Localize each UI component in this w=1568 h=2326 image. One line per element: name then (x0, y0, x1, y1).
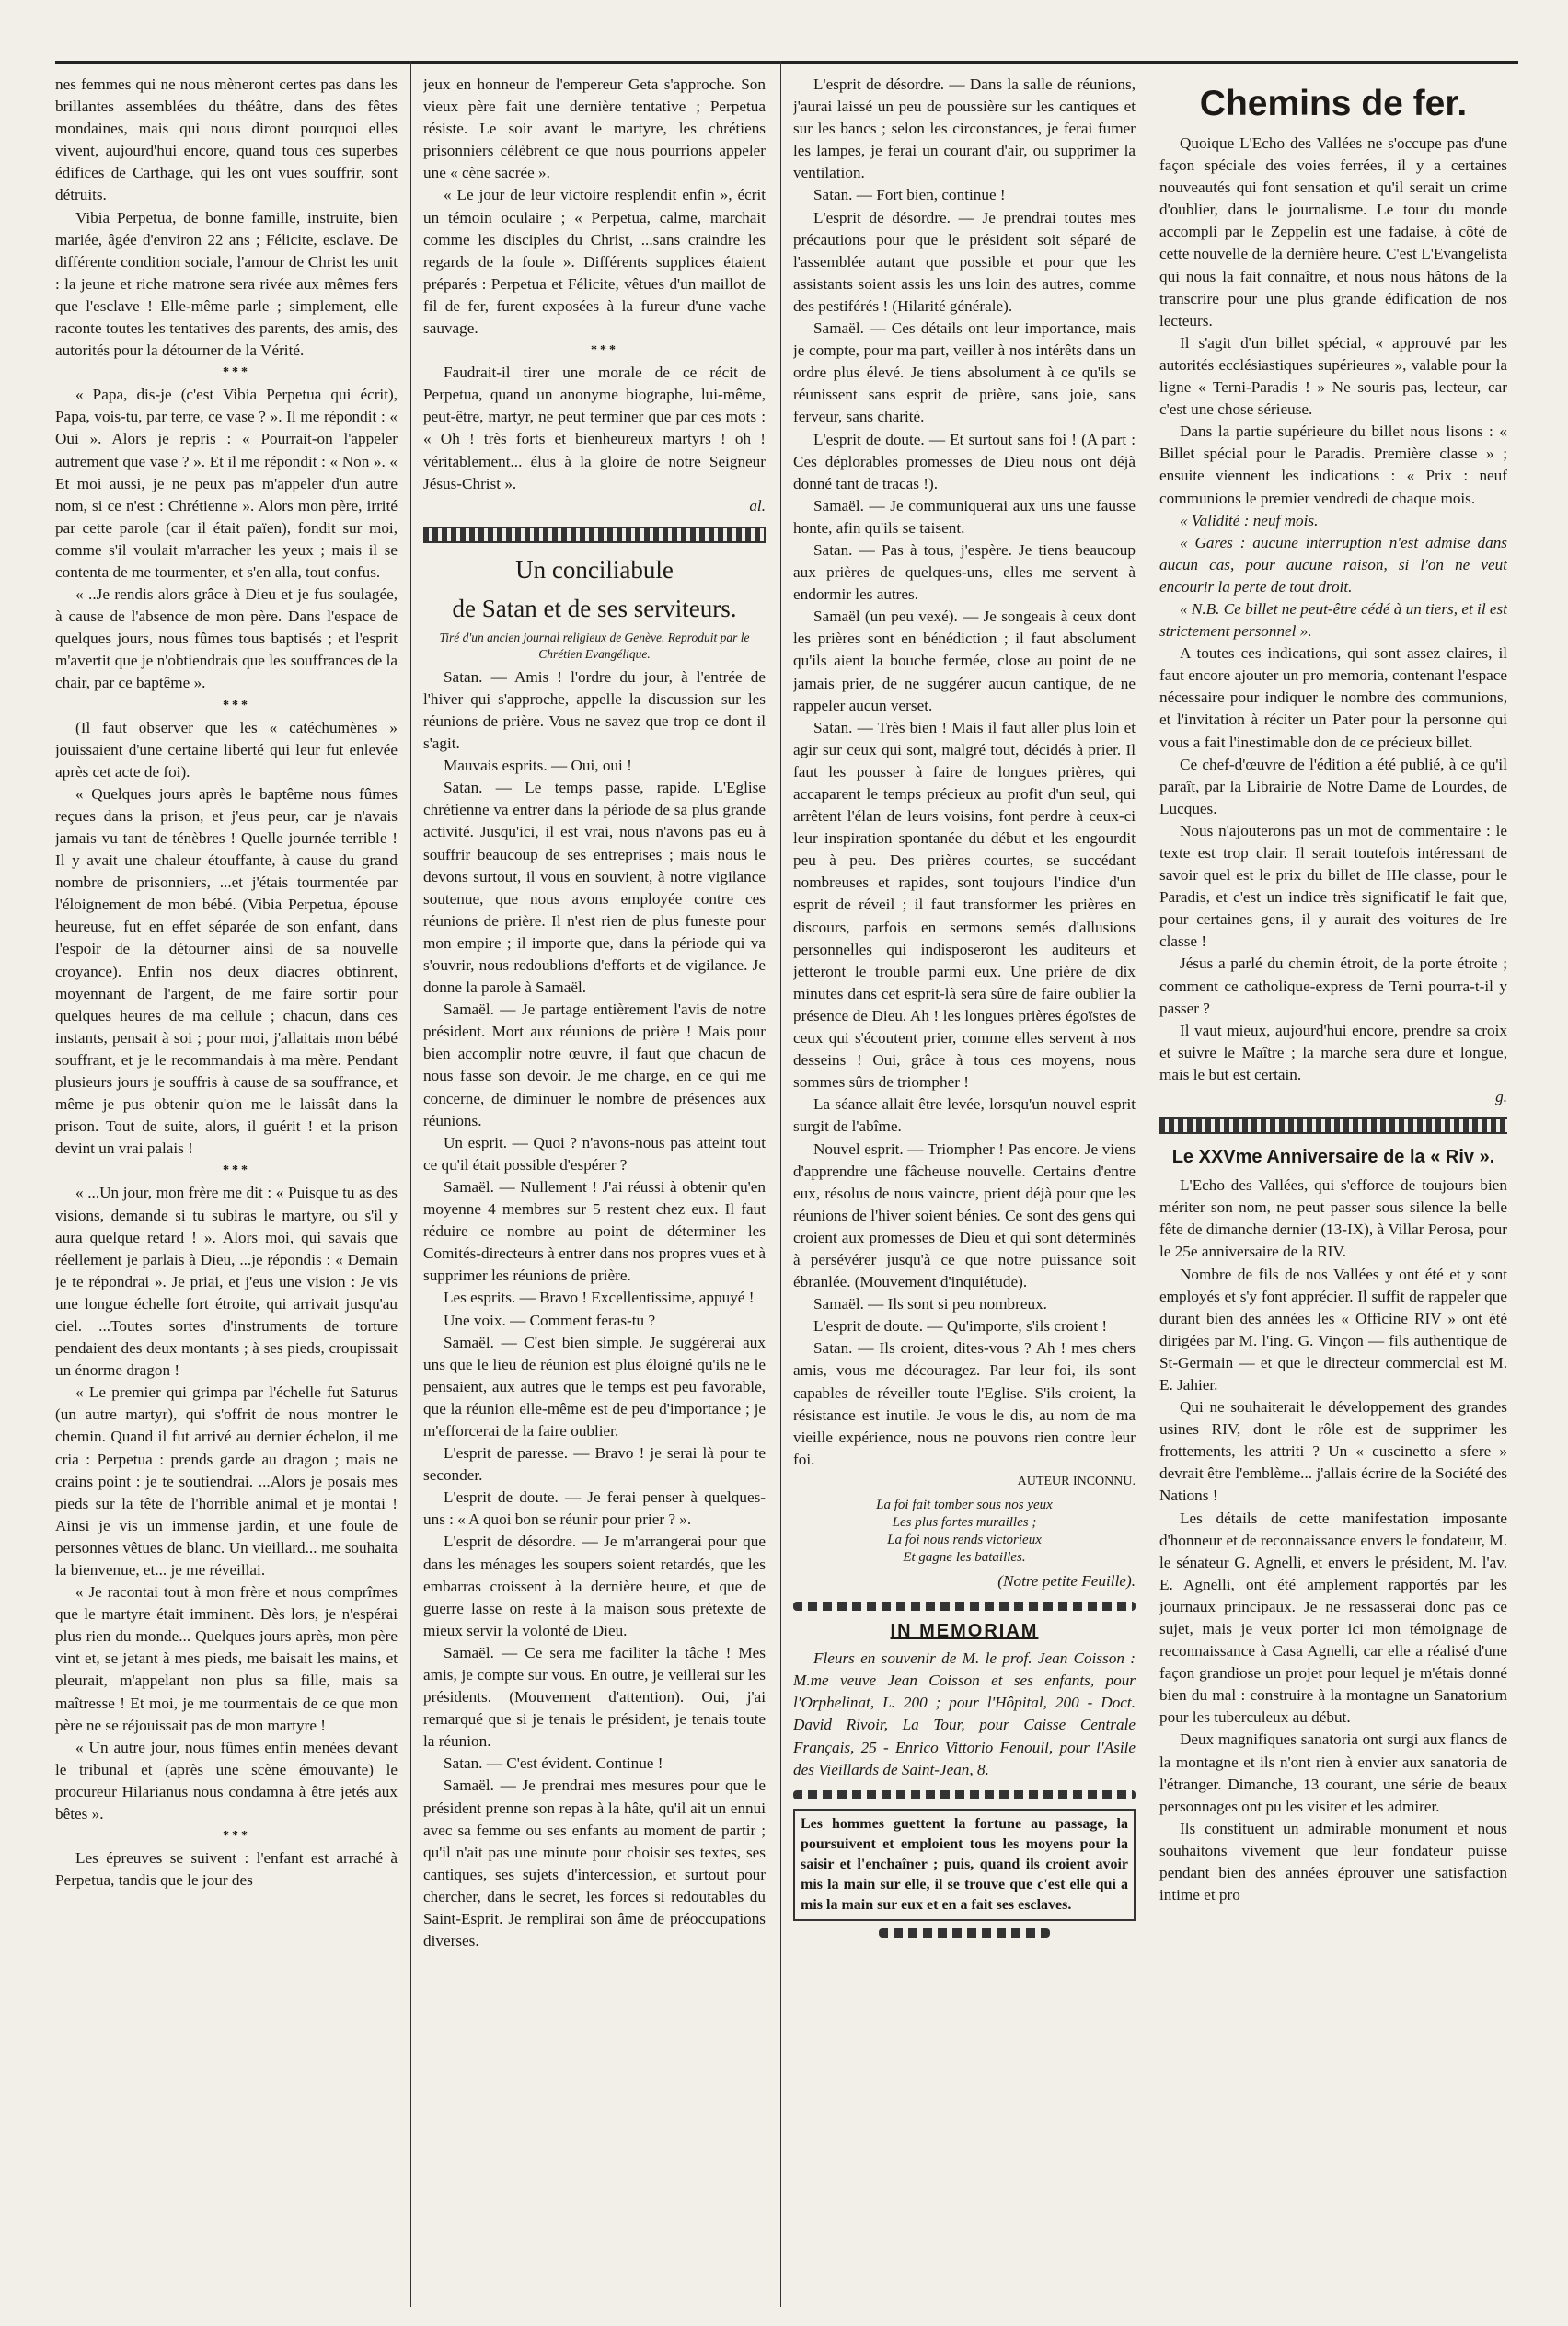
poem (793, 1497, 1136, 1567)
paragraph: Nombre de fils de nos Vallées y ont été et y sont employés et s'y font apprécier. Il suffit de rappeler que durant bien des années les « Officine RIV » ont été dirigées par M. l'ing. G. Vinçon — fils authentique de St-Germain — et que le directeur commercial est M. E. Jahier. (1159, 1265, 1507, 1394)
section-separator: *** (591, 343, 618, 358)
paragraph: Mauvais esprits. — Oui, oui ! (444, 757, 632, 775)
paragraph: Fleurs en souvenir de M. le prof. Jean Coisson : M.me veuve Jean Coisson et ses enfants, pour l'Orphelinat, L. 200 ; pour l'Hôpital, 200 - Doct. David Rivoir, La Tour, pour Caisse Centrale Français, 25 - Enrico Vittorio Fenouil, pour l'Asile des Vieillards de Saint-Jean, 8. (793, 1649, 1136, 1778)
paragraph: Jésus a parlé du chemin étroit, de la porte étroite ; comment ce catholique-express de Terni pourra-t-il y passer ? (1159, 955, 1507, 1017)
boxed-quote: Les hommes guettent la fortune au passage, la poursuivent et emploient tous les moyens pour la saisir et l'enchaîner ; puis, quand ils croient avoir mis la main sur elle, il se trouve que c'est elle qui a mis la main sur eux et en a fait ses esclaves. (793, 1809, 1136, 1921)
paragraph: « Gares : aucune interruption n'est admise dans aucun cas, pour aucune raison, si l'on ne veut encourir la perte de tout droit. (1159, 533, 1507, 596)
paragraph: jeux en honneur de l'empereur Geta s'approche. Son vieux père fait une dernière tentative ; Perpetua résiste. Le soir avant le martyre, les chrétiens prisonniers célèbrent ce que nous pourrions appeler une « cène sacrée ». (423, 75, 766, 182)
poem-line: La foi nous rends victorieux (887, 1533, 1042, 1547)
paragraph: Samaël. — Je communiquerai aux uns une fausse honte, afin qu'ils se taisent. (793, 496, 1136, 537)
ornamental-divider (1159, 1117, 1507, 1134)
paragraph: L'esprit de doute. — Qu'importe, s'ils croient ! (813, 1317, 1108, 1336)
paragraph: Satan. — Pas à tous, j'espère. Je tiens beaucoup aux prières de quelques-uns, elles me servent à endormir les autres. (793, 540, 1136, 604)
paragraph: « Quelques jours après le baptême nous fûmes reçues dans la prison, et j'eus peur, car je n'avais jamais vu tant de ténèbres ! Quelle journée terrible ! Il y avait une chaleur étouffante, à cause du grand nombre de prisonniers, ...et j'étais tourmentée par l'éloignement de mon bébé. (Vibia Perpetua, épouse heureuse, fut en effet séparée de son enfant, dans l'espoir de la détourner ainsi de sa nouvelle croyance). Enfin nos deux diacres obtinrent, moyennant de l'argent, de me faire sortir pour quelques heures de ma cellule ; chacun, dans ces instants, pensait à soi ; pour moi, j'allaitais mon bébé souffrant, et je le recommandais à ma mère. Pendant plusieurs jours je souffris à cause de sa souffrance, et même je pus obtenir qu'on me le laissât dans la prison. Tout de suite, alors, il guérit ! et la prison devint un vrai palais ! (55, 784, 398, 1158)
paragraph: Vibia Perpetua, de bonne famille, instruite, bien mariée, âgée d'environ 22 ans ; Félicite, esclave. De différente condition sociale, l'amour de Christ les unit : la jeune et riche matrone sera rivée aux mêmes fers que l'esclave ! Elle-même parle ; simplement, elle raconte toutes les tentatives des parents, des amis, des autorités pour la détourner de la Vérité. (55, 208, 398, 360)
column-rule (780, 61, 781, 2307)
paragraph: « N.B. Ce billet ne peut-être cédé à un tiers, et il est strictement personnel ». (1159, 599, 1507, 641)
section-separator: *** (223, 1163, 250, 1178)
paragraph: Samaël. — Ils sont si peu nombreux. (813, 1295, 1047, 1313)
paragraph: (Il faut observer que les « catéchumènes » jouissaient d'une certaine liberté qui leur fut enlevée après cet acte de foi). (55, 718, 398, 781)
paragraph: L'esprit de doute. — Et surtout sans foi ! (A part : Ces déplorables promesses de Dieu nous ont déjà donné tant de tracas !). (793, 430, 1136, 492)
paragraph: Satan. — Très bien ! Mais il faut aller plus loin et agir sur ceux qui sont, malgré tout, décidés à prier. Il faut les pousser à faire de longues prières, qui accaparent le temps précieux au profit d'un seul, qui arrêtent l'élan de leurs voisins, font perdre à ceux-ci leur inspiration spontanée du début et les engourdit peu à peu. Des prières courtes, se succédant nombreuses et rapides, sont toujours l'indice d'un esprit de réveil ; il faut transformer les prières en discours, parfois en sermons semés d'allusions personnelles qui indisposeront les auditeurs et jetteront le trouble parmi eux. Une prière de dix minutes dans cet esprit-là sera sûre de faire oublier la présence de Dieu. Ah ! les longues prières égoïstes de ceux qui s'écoutent prier, comme elles servent à nos desseins ! Oui, grâce à tous ces moyens, nous sommes sûrs de triompher ! (793, 718, 1136, 1092)
poem-line: Les plus fortes murailles ; (892, 1515, 1037, 1530)
article-title: Un conciliabule (515, 555, 674, 584)
paragraph: Samaël. — Je prendrai mes mesures pour que le président prenne son repas à la hâte, qu'il ait un ennui avec sa femme ou ses enfants au moment de partir ; qu'il n'ait pas une minute pour choisir ses textes, ses cantiques, ses sujets d'intercession, et surtout pour chercher, dans le secret, les forces si redoutables du Saint-Esprit. Je remplirai son âme de préoccupations diverses. (423, 1776, 766, 1950)
section-separator: *** (223, 365, 250, 380)
paragraph: La séance allait être levée, lorsqu'un nouvel esprit surgit de l'abîme. (793, 1095, 1136, 1136)
section-title: IN MEMORIAM (890, 1621, 1039, 1642)
paragraph: L'esprit de paresse. — Bravo ! je serai là pour te seconder. (423, 1444, 766, 1485)
column-4 (1159, 74, 1507, 2292)
signature: al. (749, 496, 766, 515)
paragraph: Les esprits. — Bravo ! Excellentissime, appuyé ! (444, 1289, 755, 1307)
ornamental-divider (423, 527, 766, 543)
paragraph: Satan. — Ils croient, dites-vous ? Ah ! mes chers amis, vous me découragez. Par leur foi, ils sont capables de réveiller toute l'Eglise. S'ils croient, la résistance est inutile. Je vous le dis, au nom de ma vieille expérience, nous ne pouvons rien contre leur foi. (793, 1339, 1136, 1468)
source: (Notre petite Feuille). (997, 1572, 1136, 1590)
paragraph: « Le jour de leur victoire resplendit enfin », écrit un témoin oculaire ; « Perpetua, calme, marchait comme les disciples du Christ, ...sans craindre les regards de la foule ». Différents supplices étaient préparés : Perpetua et Félicite, vêtues d'un maillot de fil de fer, furent exposées à la fureur d'une vache sauvage. (423, 186, 766, 338)
paragraph: L'esprit de désordre. — Dans la salle de réunions, j'aurai laissé un peu de poussière sur les cantiques et sur les bancs ; selon les circonstances, je ferai fumer les lampes, je ferai un courant d'air, ou supprimer la ventilation. (793, 75, 1136, 182)
paragraph: Il vaut mieux, aujourd'hui encore, prendre sa croix et suivre le Maître ; la marche sera dure et longue, mais le but est certain. (1159, 1021, 1507, 1083)
top-rule (55, 61, 1518, 64)
article-title: de Satan et de ses serviteurs. (452, 594, 737, 622)
paragraph: Samaël. — Ce sera me faciliter la tâche ! Mes amis, je compte sur vous. En outre, je veillerai sur les présidents. (Mouvement d'attention). Oui, j'ai remarqué que si je tenais le président, je tenais toute la réunion. (423, 1643, 766, 1751)
paragraph: « Le premier qui grimpa par l'échelle fut Saturus (un autre martyr), qui s'offrit de nous montrer le chemin. Quand il fut arrivé au dernier échelon, il me cria : Perpetua : prends garde au dragon ; mais ne crains point : je te soutiendrai. ...Alors je posais mes pieds sur la tête de l'horrible animal et je montai ! Ainsi je vis un immense jardin, et une foule de personnes vêtues de blanc. Un vieillard... me souhaita la bienvenue, et... je me réveillai. (55, 1383, 398, 1579)
paragraph: Une voix. — Comment feras-tu ? (444, 1311, 656, 1329)
paragraph: Samaël. — Ces détails ont leur importance, mais je compte, pour ma part, veiller à nos intérêts dans un ordre plus élevé. Je tiens absolument à ce qu'ils se réunissent sans esprit de prière, sans joie, sans ferveur, sans charité. (793, 319, 1136, 426)
section-separator: *** (223, 1829, 250, 1844)
paragraph: Samaël (un peu vexé). — Je songeais à ceux dont les prières sont en bénédiction ; il faut absolument qu'ils aient la bouche fermée, close au point de ne jamais prier, de ne suggérer aucun cantique, de ne rappeler aucun verset. (793, 608, 1136, 714)
paragraph: nes femmes qui ne nous mèneront certes pas dans les brillantes assemblées du théâtre, dans des fêtes mondaines, mais qui nous diront pourquoi elles vivent, aujourd'hui encore, quand tous ces superbes édifices de Carthage, qui les ont vues souffrir, sont détruits. (55, 75, 398, 204)
paragraph: « ..Je rendis alors grâce à Dieu et je fus soulagée, à cause de l'absence de mon père. Dans l'espace de quelques jours, nous fûmes tous baptisés ; et l'esprit m'avertit que je n'obtiendrais que les souffrances de la chair, par ce baptême ». (55, 585, 398, 692)
paragraph: « Un autre jour, nous fûmes enfin menées devant le tribunal et (après une scène émouvante) le procureur Hilarianus nous condamna à être jetés aux bêtes ». (55, 1738, 398, 1823)
paragraph: Satan. — Amis ! l'ordre du jour, à l'entrée de l'hiver qui s'approche, appelle la discussion sur les réunions de prière. Vous ne savez que trop ce dont il s'agit. (423, 667, 766, 753)
paragraph: Samaël. — C'est bien simple. Je suggérerai aux uns que le lieu de réunion est plus éloigné qu'ils ne le pensaient, aux autres que le temps est peu favorable, que la réunion elle-même est de peu d'importance ; je m'efforcerai de la faire oublier. (423, 1333, 766, 1440)
article-subtitle: Tiré d'un ancien journal religieux de Genève. Reproduit par le Chrétien Evangélique. (439, 630, 750, 661)
paragraph: Satan. — C'est évident. Continue ! (444, 1754, 663, 1773)
paragraph: A toutes ces indications, qui sont assez claires, il faut encore ajouter un pro memoria, contenant l'espace nécessaire pour indiquer le nombre des communions, et l'invitation à réciter un Pater pour la personne qui vous a fait l'inestimable don de ce précieux billet. (1159, 644, 1507, 751)
paragraph: Dans la partie supérieure du billet nous lisons : « Billet spécial pour le Paradis. Première classe » ; ensuite viennent les indications : « Prix : neuf communions le premier vendredi de chaque mois. (1159, 422, 1507, 507)
paragraph: Les épreuves se suivent : l'enfant est arraché à Perpetua, tandis que le jour des (55, 1849, 398, 1890)
paragraph: L'esprit de désordre. — Je prendrai toutes mes précautions pour que le président soit séparé de l'assemblée autant que possible et pour que les assistants soient assis les uns loin des autres, comme des pestiférés ! (Hilarité générale). (793, 208, 1136, 315)
paragraph: Ils constituent un admirable monument et nous souhaitons vivement que leur fondateur puisse pendant bien des années éprouver une satisfaction intime et pro (1159, 1819, 1507, 1904)
ornamental-divider (879, 1928, 1050, 1938)
column-1 (55, 74, 398, 2292)
poem-line: La foi fait tomber sous nos yeux (876, 1498, 1053, 1512)
paragraph: Samaël. — Je partage entièrement l'avis de notre président. Mort aux réunions de prière ! Mais pour bien accomplir notre œuvre, il faut que chacun de nous fasse son devoir. Je me charge, en ce qui me concerne, de diminuer le nombre de présences aux réunions. (423, 1001, 766, 1129)
article-title: Le XXVme Anniversaire de la « Riv ». (1171, 1147, 1495, 1168)
paragraph: L'Echo des Vallées, qui s'efforce de toujours bien mériter son nom, ne peut passer sous silence la belle fête de dimanche dernier (13-IX), à Villar Perosa, pour le 25e anniversaire de la RIV. (1159, 1176, 1507, 1261)
article-title: Chemins de fer. (1199, 84, 1468, 123)
paragraph: L'esprit de doute. — Je ferai penser à quelques-uns : « A quoi bon se réunir pour prier ? ». (423, 1488, 766, 1529)
column-2 (423, 74, 766, 2292)
paragraph: Les détails de cette manifestation imposante d'honneur et de reconnaissance envers le fondateur, M. le sénateur G. Agnelli, et envers le président, M. l'av. E. Agnelli, ont été amplement rapportés par les journaux principaux. Je ne ressasserai donc pas ce sujet, mais je veux porter ici mon témoignage de reconnaissance à Casa Agnelli, car elle a réalisé d'une façon grandiose un projet pour lequel je m'étais donné bien du mal : construire à la montagne un Sanatorium pour les tuberculeux au début. (1159, 1509, 1507, 1727)
ornamental-divider (793, 1602, 1136, 1611)
paragraph: « Je racontai tout à mon frère et nous comprîmes que le martyre était imminent. Dès lors, je n'espérai plus rien du monde... Quelques jours après, mon père vint et, se jetant à mes pieds, me baisait les mains, et pleurait, m'appelant non plus sa fille, mais sa maîtresse ! Et moi, je me tourmentais de ce que mon père ne se réjouissait pas de mon martyre ! (55, 1583, 398, 1734)
paragraph: Ce chef-d'œuvre de l'édition a été publié, à ce qu'il paraît, par la Librairie de Notre Dame de Lourdes, de Lucques. (1159, 755, 1507, 817)
paragraph: « Validité : neuf mois. (1180, 511, 1319, 529)
paragraph: L'esprit de désordre. — Je m'arrangerai pour que dans les ménages les soupers soient retardés, que les embarras croissent à la dernière heure, et que de guerre lasse on reste à la maison sous prétexte de mieux servir la volonté de Dieu. (423, 1533, 766, 1639)
author: AUTEUR INCONNU. (1017, 1474, 1136, 1488)
paragraph: Qui ne souhaiterait le développement des grandes usines RIV, dont le rôle est de supprimer les frottements, les attriti ? Un « cuscinetto a sfere » devrait être l'emblème... j'allais écrire de la Société des Nations ! (1159, 1398, 1507, 1505)
paragraph: « Papa, dis-je (c'est Vibia Perpetua qui écrit), Papa, vois-tu, par terre, ce vase ? ». Il me répondit : « Oui ». Alors je repris : « Pourrait-on l'appeler autrement que vase ? ». Et il me répondit : « Non ». « Et moi aussi, je ne peux pas m'appeler d'un autre nom, si ce n'est : Chrétienne ». Alors mon père, irrité par cette parole (car il était païen), fondit sur moi, comme s'il voulait m'arracher les yeux ; mais il se contenta de me tourmenter, et s'en alla, tout confus. (55, 386, 398, 581)
section-separator: *** (223, 698, 250, 712)
paragraph: Samaël. — Nullement ! J'ai réussi à obtenir qu'en moyenne 4 membres sur 5 restent chez eux. Il faut réduire ce nombre au point de déterminer les Comités-directeurs à entrer dans nos propres vues et à supprimer les réunions de prière. (423, 1177, 766, 1285)
paragraph: Faudrait-il tirer une morale de ce récit de Perpetua, quand un anonyme biographe, lui-même, peut-être, martyr, ne peut terminer que par ces mots : « Oh ! très forts et bienheureux martyrs ! oh ! véritablement... élus à la gloire de notre Seigneur Jésus-Christ ». (423, 364, 766, 492)
ornamental-divider (793, 1790, 1136, 1799)
paragraph: Un esprit. — Quoi ? n'avons-nous pas atteint tout ce qu'il était possible d'espérer ? (423, 1133, 766, 1174)
column-3 (793, 74, 1136, 2292)
paragraph: Il s'agit d'un billet spécial, « approuvé par les autorités ecclésiastiques supérieures », valable pour la ligne « Terni-Paradis ! » Ne souris pas, lecteur, car c'est une chose sérieuse. (1159, 333, 1507, 419)
poem-line: Et gagne les batailles. (903, 1550, 1026, 1565)
signature: g. (1495, 1088, 1507, 1106)
paragraph: Nouvel esprit. — Triompher ! Pas encore. Je viens d'apprendre une fâcheuse nouvelle. Certains d'entre eux, résolus de nous vaincre, prient déjà pour que les réunions de l'hiver soient bénies. Ce sont des gens qui croient aux promesses de Dieu et qui sont déterminés à persévérer jusqu'à ce que notre puissance soit ébranlée. (Mouvement d'inquiétude). (793, 1140, 1136, 1291)
paragraph: Deux magnifiques sanatoria ont surgi aux flancs de la montagne et ils n'ont rien à envier aux sanatoria de l'étranger. Dimanche, 13 courant, une série de beaux personnages ont pu les visiter et les admirer. (1159, 1730, 1507, 1815)
paragraph: Quoique L'Echo des Vallées ne s'occupe pas d'une façon spéciale des voies ferrées, il y a certaines nouveautés qui font sensation et qu'il serait un crime d'oublier, dans le journalisme. Le tour du monde accompli par le Zeppelin est une fadaise, à côté de cette nouvelle de la dernière heure. C'est L'Evangelista qui nous la fait connaître, et nous nous hâtons de la transcrire pour une plus grande édification de nos lecteurs. (1159, 134, 1507, 330)
paragraph: « ...Un jour, mon frère me dit : « Puisque tu as des visions, demande si tu subiras le martyre, ou s'il y aura quelque retard ! ». Alors moi, qui savais que réellement je parlais à Dieu, ...je répondis : « Demain je te répondrai ». Je priai, et j'eus une vision : Je vis une longue échelle fort étroite, qui arrivait jusqu'au ciel. ...Toutes sortes d'instruments de torture pendaient des deux montants ; à ses pieds, croupissait un énorme dragon ! (55, 1184, 398, 1380)
paragraph: Satan. — Le temps passe, rapide. L'Eglise chrétienne va entrer dans la période de sa plus grande activité. Jusqu'ici, il est vrai, nous n'avons pas eu à souffrir beaucoup de ses entreprises ; mais nous le devons surtout, il vous en souvient, à notre vigilance soutenue, que nous avons employée contre ces réunions de prière. Il n'est rien de plus funeste pour mon empire ; il importe que, dans la période qui va s'ouvrir, nous redoublions d'efforts et de vigilance. Je donne la parole à Samaël. (423, 779, 766, 997)
column-rule (410, 61, 411, 2307)
paragraph: Satan. — Fort bien, continue ! (813, 186, 1006, 204)
paragraph: Nous n'ajouterons pas un mot de commentaire : le texte est trop clair. Il serait toutefois intéressant de savoir quel est le prix du billet de IIIe classe, pour le Paradis, et c'est un indice très significatif le fait que, pour certaines gens, il y aurait des voitures de Ire classe ! (1159, 821, 1507, 951)
